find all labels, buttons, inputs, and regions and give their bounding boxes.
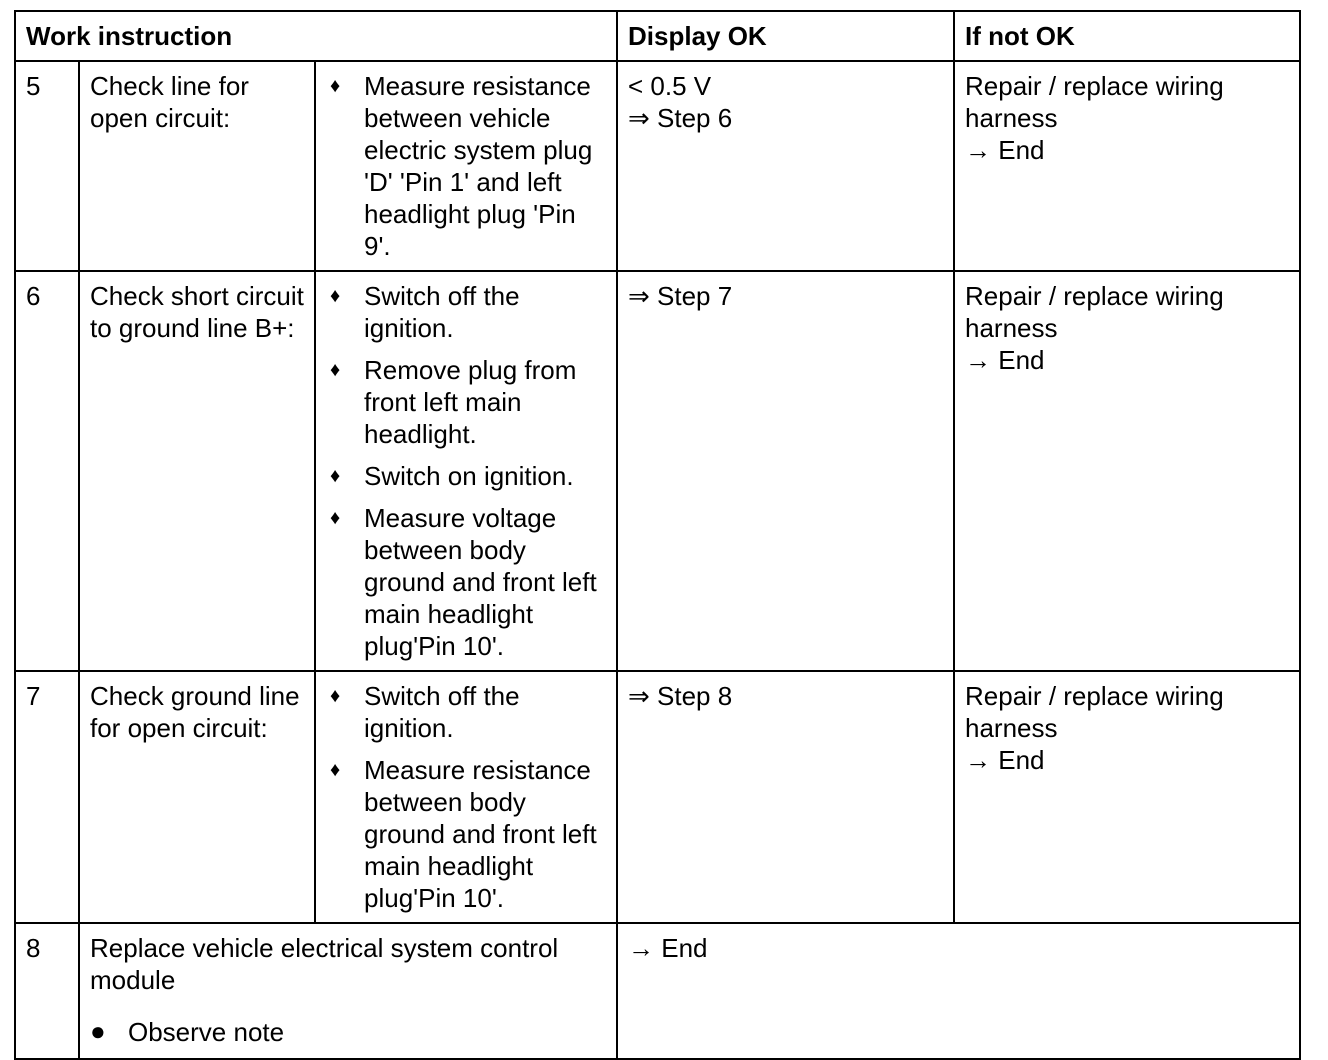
- diamond-bullet-icon: ♦: [330, 507, 341, 529]
- table-row-step-6: [15, 271, 1300, 671]
- list-item: [326, 754, 606, 914]
- display-ok-next-step: ⇒ Step 6: [628, 103, 733, 133]
- if-not-ok-result: → End: [965, 345, 1045, 375]
- note-text: Observe note: [128, 1017, 285, 1047]
- action-text: Switch on ignition.: [364, 461, 574, 491]
- diamond-bullet-icon: ♦: [330, 359, 341, 381]
- list-item: [326, 680, 606, 744]
- action-list: [326, 70, 606, 262]
- header-row: [15, 11, 1300, 61]
- list-item: [326, 460, 606, 492]
- action-text: Switch off the ignition.: [364, 681, 520, 743]
- work-instruction-table: [14, 10, 1301, 1060]
- display-ok-cell: [617, 61, 954, 271]
- table-row-step-7: [15, 671, 1300, 923]
- if-not-ok-action: Repair / replace wiring harness: [965, 681, 1224, 743]
- check-description-cell: [79, 923, 617, 1059]
- action-text: Measure resistance between vehicle electric system plug 'D' 'Pin 1' and left headlight plug 'Pin 9'.: [364, 71, 593, 261]
- display-ok-result: → End: [628, 933, 708, 963]
- list-item: [326, 280, 606, 344]
- header-display-ok: Display OK: [617, 11, 954, 61]
- display-ok-next-step: ⇒ Step 8: [628, 681, 733, 711]
- if-not-ok-result: → End: [965, 745, 1045, 775]
- step-number: 5: [15, 61, 79, 271]
- step-number: 6: [15, 271, 79, 671]
- check-description: Check short circuit to ground line B+:: [79, 271, 315, 671]
- header-work-instruction: Work instruction: [15, 11, 617, 61]
- action-list: [326, 280, 606, 662]
- check-description: Replace vehicle electrical system control module: [90, 933, 559, 995]
- display-ok-cell: [617, 271, 954, 671]
- round-bullet-icon: ●: [90, 1016, 106, 1046]
- check-description: Check ground line for open circuit:: [79, 671, 315, 923]
- display-ok-next-step: ⇒ Step 7: [628, 281, 733, 311]
- list-item: [90, 1016, 606, 1048]
- display-ok-cell: [617, 923, 1300, 1059]
- if-not-ok-action: Repair / replace wiring harness: [965, 71, 1224, 133]
- diamond-bullet-icon: ♦: [330, 75, 341, 97]
- diamond-bullet-icon: ♦: [330, 759, 341, 781]
- if-not-ok-cell: [954, 61, 1300, 271]
- if-not-ok-cell: [954, 271, 1300, 671]
- diamond-bullet-icon: ♦: [330, 285, 341, 307]
- action-text: Measure voltage between body ground and front left main headlight plug'Pin 10'.: [364, 503, 597, 661]
- list-item: [326, 502, 606, 662]
- action-list: [326, 680, 606, 914]
- step-number: 8: [15, 923, 79, 1059]
- step-number: 7: [15, 671, 79, 923]
- header-if-not-ok: If not OK: [954, 11, 1300, 61]
- if-not-ok-cell: [954, 671, 1300, 923]
- action-text: Measure resistance between body ground and front left main headlight plug'Pin 10'.: [364, 755, 597, 913]
- list-item: [326, 354, 606, 450]
- action-text: Remove plug from front left main headlight.: [364, 355, 577, 449]
- table-row-step-8: [15, 923, 1300, 1059]
- table-row-step-5: [15, 61, 1300, 271]
- action-list-cell: [315, 271, 617, 671]
- if-not-ok-action: Repair / replace wiring harness: [965, 281, 1224, 343]
- action-text: Switch off the ignition.: [364, 281, 520, 343]
- action-list-cell: [315, 671, 617, 923]
- display-ok-cell: [617, 671, 954, 923]
- action-list-cell: [315, 61, 617, 271]
- diamond-bullet-icon: ♦: [330, 685, 341, 707]
- list-item: [326, 70, 606, 262]
- if-not-ok-result: → End: [965, 135, 1045, 165]
- check-description: Check line for open circuit:: [79, 61, 315, 271]
- display-ok-value: < 0.5 V: [628, 71, 712, 101]
- diamond-bullet-icon: ♦: [330, 465, 341, 487]
